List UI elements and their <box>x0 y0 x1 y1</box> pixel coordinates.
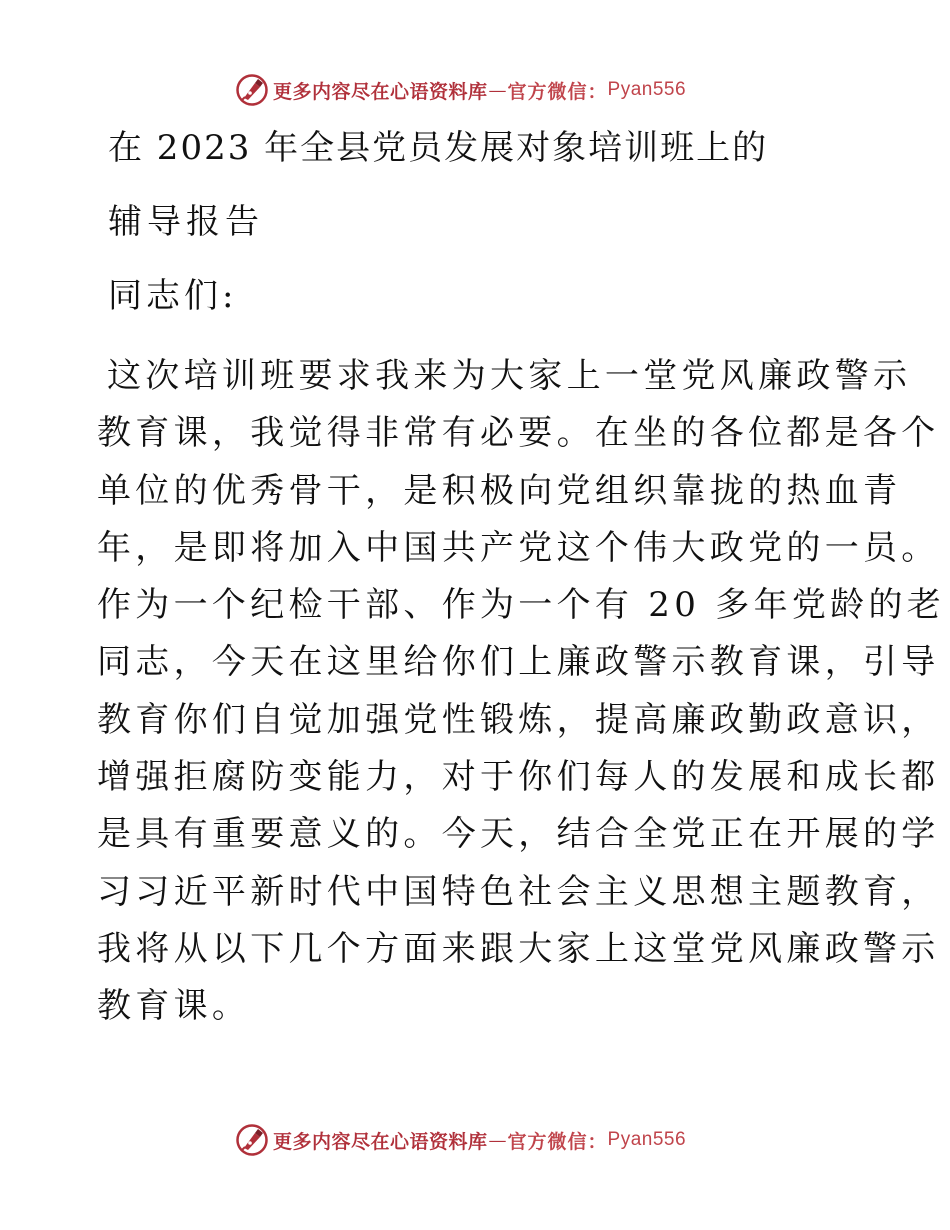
watermark-wechat-id: Pyan556 <box>607 79 687 100</box>
watermark-wechat-label: 官方微信： <box>507 80 608 103</box>
header-watermark <box>235 70 686 110</box>
salutation: 同志们: <box>108 276 238 316</box>
paragraph-line: 教育课。 <box>97 986 251 1027</box>
watermark-wechat-label: 官方微信： <box>507 1130 608 1153</box>
watermark-dash: — <box>488 79 507 101</box>
paragraph-line: 同志，今天在这里给你们上廉政警示教育课，引导 <box>97 642 940 683</box>
paragraph-line: 教育课，我觉得非常有必要。在坐的各位都是各个 <box>97 413 940 454</box>
watermark-wechat-id: Pyan556 <box>607 1129 687 1150</box>
document-title-line-1: 在 2023 年全县党员发展对象培训班上的 <box>108 128 769 168</box>
pen-nib-circle-icon <box>235 73 269 107</box>
paragraph-line: 增强拒腐防变能力，对于你们每人的发展和成长都 <box>97 757 940 798</box>
paragraph-line: 年，是即将加入中国共产党这个伟大政党的一员。 <box>97 527 940 568</box>
paragraph-line: 作为一个纪检干部、作为一个有 20 多年党龄的老 <box>97 585 946 626</box>
paragraph-line: 是具有重要意义的。今天，结合全党正在开展的学 <box>97 814 940 855</box>
watermark-main-text: 更多内容尽在心语资料库 <box>273 1130 488 1153</box>
paragraph-line: 习习近平新时代中国特色社会主义思想主题教育， <box>97 871 940 912</box>
paragraph-line: 教育你们自觉加强党性锻炼，提高廉政勤政意识， <box>97 699 940 740</box>
document-title-line-2: 辅导报告 <box>108 202 264 242</box>
paragraph-line: 单位的优秀骨干，是积极向党组织靠拢的热血青 <box>97 470 902 511</box>
body-paragraph <box>97 348 946 1036</box>
watermark-main-text: 更多内容尽在心语资料库 <box>273 80 488 103</box>
paragraph-line: 这次培训班要求我来为大家上一堂党风廉政警示 <box>107 356 912 396</box>
pen-nib-circle-icon <box>235 1123 269 1157</box>
watermark-dash: — <box>488 1129 507 1151</box>
paragraph-line: 我将从以下几个方面来跟大家上这堂党风廉政警示 <box>97 928 940 969</box>
footer-watermark <box>235 1120 686 1160</box>
